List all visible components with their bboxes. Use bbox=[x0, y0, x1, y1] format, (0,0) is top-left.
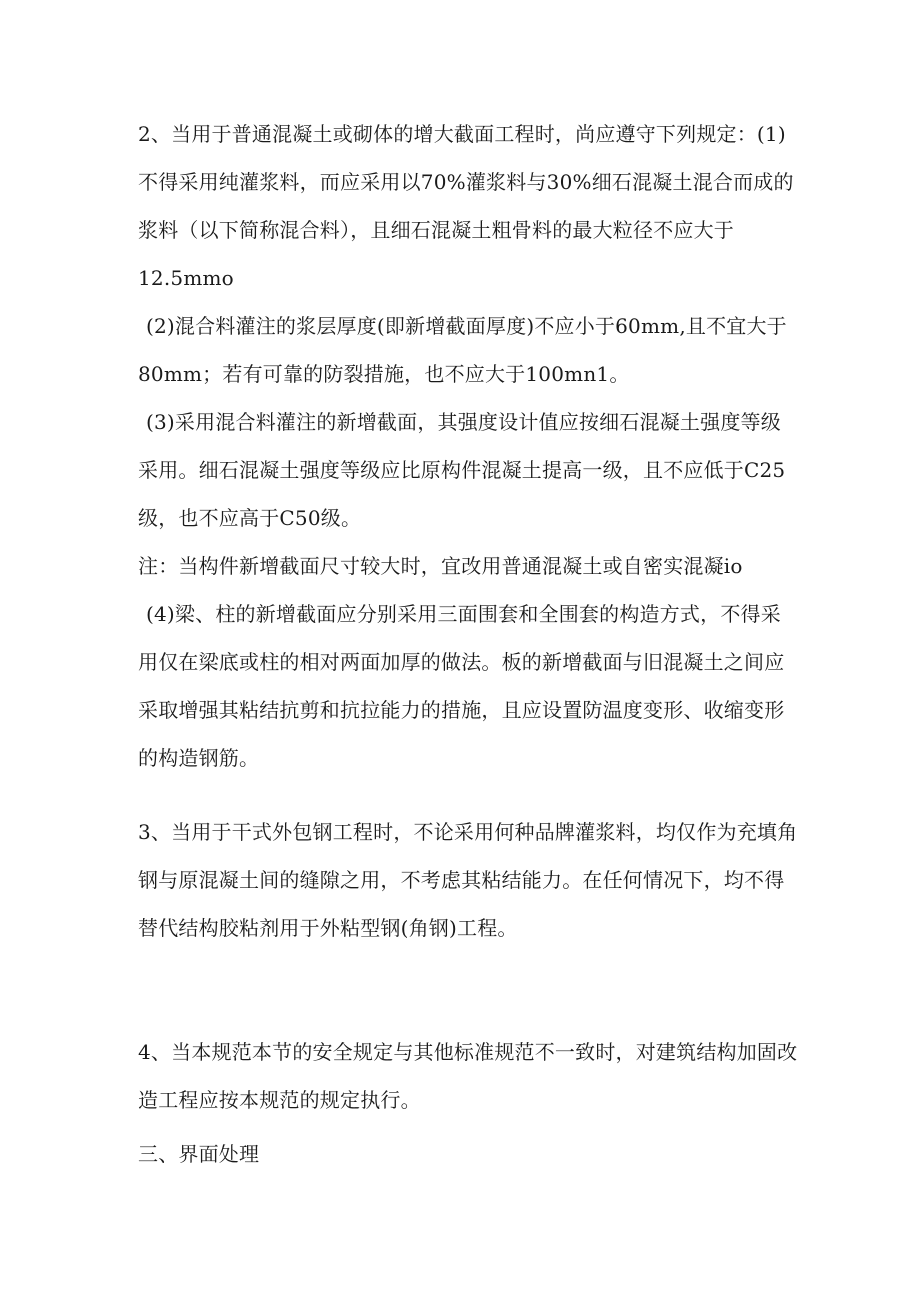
text-line: 替代结构胶粘剂用于外粘型钢(角钢)工程。 bbox=[138, 916, 518, 940]
text-line: 的构造钢筋。 bbox=[138, 746, 260, 770]
text-line: 浆料（以下简称混合料），且细石混凝土粗骨料的最大粒径不应大于 bbox=[138, 218, 734, 242]
text-line: 注：当构件新增截面尺寸较大时，宜改用普通混凝土或自密实混凝io bbox=[138, 554, 743, 578]
text-line: (2)混合料灌注的浆层厚度(即新增截面厚度)不应小于60mm,且不宜大于 bbox=[146, 314, 787, 338]
text-line: (4)梁、柱的新增截面应分别采用三面围套和全围套的构造方式，不得采 bbox=[146, 602, 781, 626]
text-line: 采用。细石混凝土强度等级应比原构件混凝土提高一级，且不应低于C25 bbox=[138, 458, 786, 482]
text-line: 4、当本规范本节的安全规定与其他标准规范不一致时，对建筑结构加固改 bbox=[138, 1040, 798, 1064]
text-line: 钢与原混凝土间的缝隙之用，不考虑其粘结能力。在任何情况下，均不得 bbox=[138, 868, 785, 892]
text-line: 2、当用于普通混凝土或砌体的增大截面工程时，尚应遵守下列规定：(1) bbox=[138, 122, 786, 146]
text-line: 用仅在梁底或柱的相对两面加厚的做法。板的新增截面与旧混凝土之间应 bbox=[138, 650, 785, 674]
text-line: 不得采用纯灌浆料，而应采用以70%灌浆料与30%细石混凝土混合而成的 bbox=[138, 170, 794, 194]
text-line: 造工程应按本规范的规定执行。 bbox=[138, 1088, 421, 1112]
text-line: (3)采用混合料灌注的新增截面，其强度设计值应按细石混凝土强度等级 bbox=[146, 410, 781, 434]
text-line: 采取增强其粘结抗剪和抗拉能力的措施，且应设置防温度变形、收缩变形 bbox=[138, 698, 785, 722]
section-heading: 三、界面处理 bbox=[138, 1142, 260, 1166]
text-line: 12.5mmo bbox=[138, 266, 234, 290]
text-line: 级，也不应高于C50级。 bbox=[138, 506, 362, 530]
text-line: 3、当用于干式外包钢工程时，不论采用何种品牌灌浆料，均仅作为充填角 bbox=[138, 820, 798, 844]
text-line: 80mm；若有可靠的防裂措施，也不应大于100mn1。 bbox=[138, 362, 630, 386]
